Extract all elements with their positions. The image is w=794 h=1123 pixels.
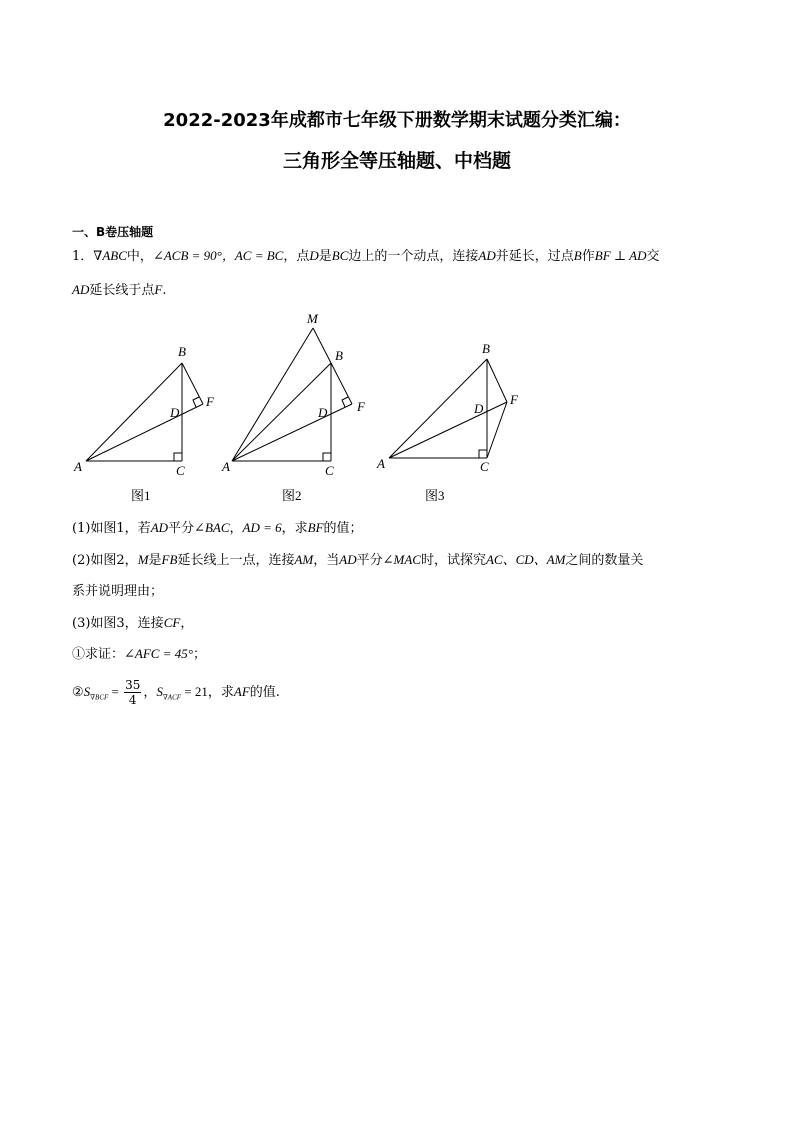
fig2-label-M: M [307,311,318,326]
fig2-label-F: F [357,399,365,414]
question-3: (3)如图3，连接CF， [72,615,194,631]
figures-diagram [0,305,794,505]
question-2-line1: (2)如图2，M是FB延长线上一点，连接AM，当AD平分∠MAC时，试探究AC、CD、AM之间的数量关 [72,552,644,568]
question-2-line2: 系并说明理由； [72,584,164,599]
doc-title-line2: 三角形全等压轴题、中档题 [282,150,511,172]
fig1-label-C: C [176,463,185,478]
fig2-label-C: C [325,463,334,478]
fig2-label-B: B [335,348,343,363]
fig1-label-D: D [170,405,180,420]
fraction-35-over-4: $\frac{35}{4}$ [125,678,141,707]
doc-title-line1: 2022-2023年成都市七年级下册数学期末试题分类汇编： [163,110,631,131]
fig2-label-D: D [318,405,328,420]
section-heading: 一、B卷压轴题 [72,225,154,239]
problem-intro-line1: 1．∇ABC中，∠ACB = 90°，AC = BC，点D是BC边上的一个动点，连接AD并延长，过点B作BF ⊥ AD交 [72,248,660,264]
fig2-caption: 图2 [282,488,302,503]
fig2-label-A: A [222,459,230,474]
figure-1-lines [86,363,203,461]
fig3-label-D: D [474,401,484,416]
figure-2-lines [232,328,352,461]
problem-intro-line2: AD延长线于点F. [72,282,167,298]
fig3-label-B: B [482,341,490,356]
fig3-label-F: F [510,392,518,407]
question-3-part-i: ①求证：∠AFC = 45°； [72,646,206,662]
figure-3-lines [389,359,507,458]
fig3-label-C: C [480,459,489,474]
question-1: (1)如图1，若AD平分∠BAC，AD = 6，求BF的值； [72,520,363,536]
fig3-label-A: A [377,456,385,471]
fig1-label-F: F [206,394,214,409]
fig3-caption: 图3 [425,488,445,503]
question-3-part-ii: $②S_{\nabla BCF}$ = $\frac{35}{4}$ ，$S_{\nabla ACF} = 21$，求AF的值. [72,678,280,707]
fig1-label-B: B [178,344,186,359]
fig1-label-A: A [74,459,82,474]
fig1-caption: 图1 [131,488,151,503]
